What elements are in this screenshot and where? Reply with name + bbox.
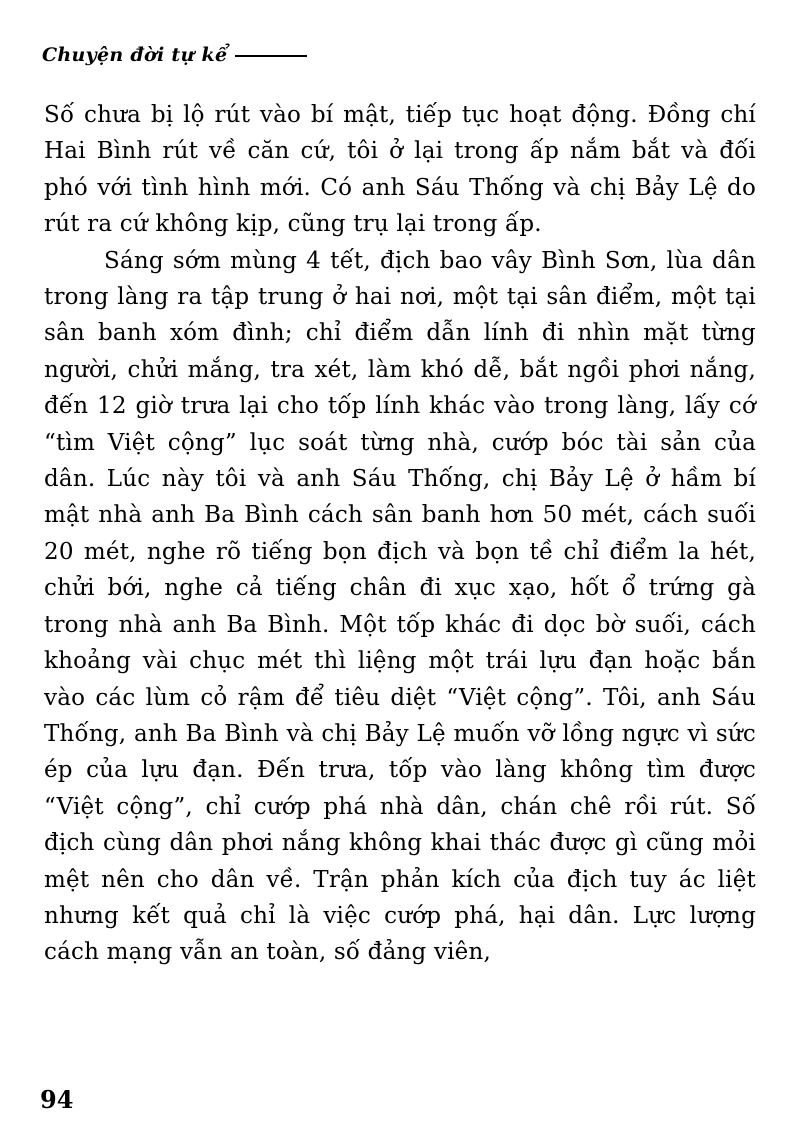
paragraph-main: Sáng sớm mùng 4 tết, địch bao vây Bình Sơn, lùa dân trong làng ra tập trung ở hai nơi, một tại sân điểm, một tại sân banh xóm đình; chỉ điểm dẫn lính đi nhìn mặt từng người, chửi mắng, tra xét, làm khó dễ, bắt ngồi phơi nắng, đến 12 giờ trưa lại cho tốp lính khác vào trong làng, lấy cớ “tìm Việt cộng” lục soát từng nhà, cướp bóc tài sản của dân. Lúc này tôi và anh Sáu Thống, chị Bảy Lệ ở hầm bí mật nhà anh Ba Bình cách sân banh hơn 50 mét, cách suối 20 mét, nghe rõ tiếng bọn địch và bọn tề chỉ điểm la hét, chửi bới, nghe cả tiếng chân đi xục xạo, hốt ổ trứng gà trong nhà anh Ba Bình. Một tốp khác đi dọc bờ suối, cách khoảng vài chục mét thì liệng một trái lựu đạn hoặc bắn vào các lùm cỏ rậm để tiêu diệt “Việt cộng”. Tôi, anh Sáu Thống, anh Ba Bình và chị Bảy Lệ muốn vỡ lồng ngực vì sức ép của lựu đạn. Đến trưa, tốp vào làng không tìm được “Việt cộng”, chỉ cướp phá nhà dân, chán chê rồi rút. Số địch cùng dân phơi nắng không khai thác được gì cũng mỏi mệt nên cho dân về. Trận phản kích của địch tuy ác liệt nhưng kết quả chỉ là việc cướp phá, hại dân. Lực lượng cách mạng vẫn an toàn, số đảng viên, [44, 247, 756, 966]
body-text [44, 97, 756, 971]
running-header [42, 44, 307, 66]
page-number: 94 [40, 1085, 74, 1114]
header-rule [235, 55, 307, 57]
running-title: Chuyện đời tự kể [42, 44, 228, 66]
paragraph-continuation: Số chưa bị lộ rút vào bí mật, tiếp tục hoạt động. Đồng chí Hai Bình rút về căn cứ, tôi ở lại trong ấp nắm bắt và đối phó với tình hình mới. Có anh Sáu Thống và chị Bảy Lệ do rút ra cứ không kịp, cũng trụ lại trong ấp. [44, 102, 756, 238]
